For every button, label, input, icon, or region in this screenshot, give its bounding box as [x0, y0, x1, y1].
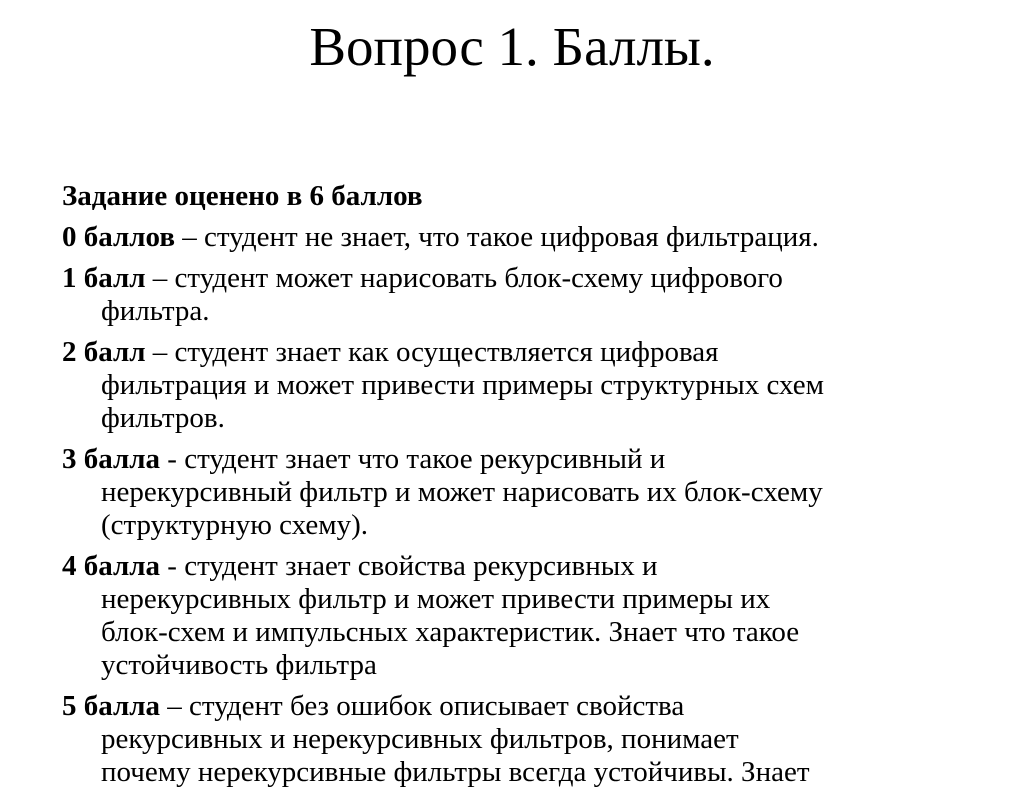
criterion-line: [62, 443, 982, 476]
criterion-1: [62, 262, 982, 328]
criterion-5: [62, 690, 982, 789]
criterion-text: – студент не знает, что такое цифровая фильтрация.: [182, 221, 819, 253]
score-label: 5 балла: [62, 690, 161, 722]
criterion-text: устойчивость фильтра: [101, 649, 377, 681]
criterion-text: (структурную схему).: [101, 509, 369, 541]
criterion-text: нерекурсивный фильтр и может нарисовать их блок-схему: [101, 476, 823, 508]
criterion-line: [62, 262, 982, 295]
criterion-text: почему нерекурсивные фильтры всегда устойчивы. Знает: [101, 756, 810, 788]
criterion-3: [62, 443, 982, 542]
criterion-line: [62, 690, 982, 723]
criterion-2: [62, 336, 982, 435]
criterion-text: блок-схем и импульсных характеристик. Знает что такое: [101, 616, 800, 648]
criterion-line: [62, 221, 982, 254]
criterion-text: – студент знает как осуществляется цифровая: [152, 336, 719, 368]
criterion-text: - студент знает что такое рекурсивный и: [167, 443, 666, 475]
criterion-0: [62, 221, 982, 254]
score-label: 0 баллов: [62, 221, 175, 253]
criterion-text: нерекурсивных фильтр и может привести примеры их: [101, 583, 771, 615]
criterion-text: – студент может нарисовать блок-схему цифрового: [152, 262, 783, 294]
criterion-text: фильтра.: [101, 295, 210, 327]
score-label: 2 балл: [62, 336, 146, 368]
criterion-text: фильтрация и может привести примеры структурных схем: [101, 369, 825, 401]
grading-criteria: [62, 180, 982, 797]
criterion-line: [62, 550, 982, 583]
criterion-line: [62, 336, 982, 369]
score-label: 4 балла: [62, 550, 161, 582]
slide-title: Вопрос 1. Баллы.: [309, 16, 715, 77]
score-label: 3 балла: [62, 443, 161, 475]
score-label: 1 балл: [62, 262, 146, 294]
criteria-intro: Задание оценено в 6 баллов: [62, 180, 423, 212]
criterion-text: - студент знает свойства рекурсивных и: [167, 550, 658, 582]
criterion-4: [62, 550, 982, 682]
criterion-text: фильтров.: [101, 402, 225, 434]
criterion-text: – студент без ошибок описывает свойства: [167, 690, 685, 722]
criterion-text: рекурсивных и нерекурсивных фильтров, понимает: [101, 723, 739, 755]
